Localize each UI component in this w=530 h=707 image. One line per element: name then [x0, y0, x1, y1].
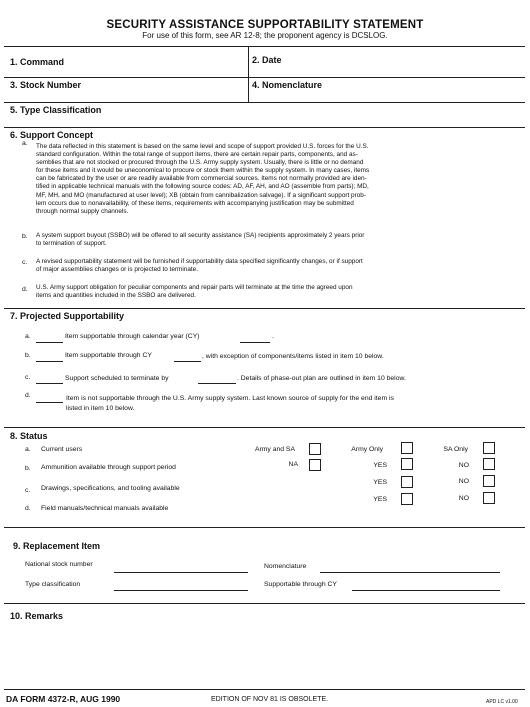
na-checkbox[interactable] — [309, 459, 321, 471]
rule-3 — [4, 127, 525, 128]
proj-c-blank-1[interactable] — [36, 383, 63, 384]
type-classification-label: 5. Type Classification — [10, 105, 102, 115]
manuals-yes-checkbox[interactable] — [401, 493, 413, 505]
replacement-type-field[interactable] — [114, 590, 248, 591]
proj-b-year-blank[interactable] — [174, 361, 201, 362]
ammo-no-checkbox[interactable] — [483, 458, 495, 470]
support-c-letter: c. — [22, 259, 28, 266]
support-c-text: A revised supportability statement will be furnished if supportability data specified significantly changes, or if support of major assemblies changes or is projected to terminate. — [36, 258, 363, 274]
col-na-label: NA — [288, 461, 298, 468]
footer-rule — [4, 689, 525, 690]
proj-d-letter: d. — [25, 392, 31, 399]
proj-c-date-blank[interactable] — [198, 383, 236, 384]
sa-only-checkbox[interactable] — [483, 442, 495, 454]
ammo-yes-checkbox[interactable] — [401, 458, 413, 470]
support-d-text: U.S. Army support obligation for peculiar components and repair parts will terminate at the time the agreed upon items and quantities included in the SSBO are delivered. — [36, 284, 353, 300]
replacement-nomenclature-field[interactable] — [320, 572, 500, 573]
projected-header: 7. Projected Supportability — [10, 311, 125, 321]
support-d-letter: d. — [22, 286, 28, 293]
replacement-type-label: Type classification — [25, 581, 81, 588]
status-b-letter: b. — [25, 465, 31, 472]
proj-b-text2: , with exception of components/items listed in item 10 below. — [202, 353, 384, 360]
support-a-text: The data reflected in this statement is based on the same level and scope of support provided U.S. forces for the U.S. standard configuration. Within the total range of support items, there are certain repair parts, components, and as- semblies that are not stocked or procured through the U.S. Army supply system. Usually, there is little or no demand for these items and it would be uneconomical to procure or stock them within the supply system. In many cases, items can be fabricated by the user or are readily available from commercial sources. Items not normally provided are iden- tified in applicable technical manuals with the following source codes: AD, AF, AH, and AO (assemble from parts); MD, MF, MH, and MO (manufactured at user level); XB (obtain from cannibalization salvage). If a significant support prob- lem occurs due to nonavailability, of these items, requirements with accompanying justification may be submitted through normal supply channels. — [36, 143, 370, 215]
proj-d-text: Item is not supportable through the U.S. Army supply system. Last known source of supply for the end item is listed in item 10 below. — [66, 395, 394, 412]
army-only-checkbox[interactable] — [401, 442, 413, 454]
status-b-label: Ammunition available through support period — [41, 464, 176, 471]
supportable-cy-field[interactable] — [352, 590, 500, 591]
status-a-letter: a. — [25, 446, 31, 453]
rule-6 — [4, 527, 525, 528]
col-army-only-label: Army Only — [351, 446, 383, 453]
drawings-no-label: NO — [458, 478, 469, 485]
status-c-letter: c. — [25, 487, 31, 494]
drawings-yes-label: YES — [373, 479, 387, 486]
field-divider — [248, 46, 249, 102]
manuals-yes-label: YES — [373, 496, 387, 503]
remarks-area[interactable] — [10, 625, 520, 687]
rule-7 — [4, 603, 525, 604]
form-title: SECURITY ASSISTANCE SUPPORTABILITY STATEMENT — [106, 19, 424, 31]
remarks-header: 10. Remarks — [10, 611, 64, 621]
status-d-letter: d. — [25, 505, 31, 512]
rule-1 — [4, 77, 525, 78]
date-label: 2. Date — [252, 55, 282, 65]
proj-d-blank-1[interactable] — [36, 402, 63, 403]
manuals-no-checkbox[interactable] — [483, 492, 495, 504]
proj-a-text: Item supportable through calendar year (CY) — [65, 333, 200, 340]
drawings-yes-checkbox[interactable] — [401, 476, 413, 488]
drawings-no-checkbox[interactable] — [483, 475, 495, 487]
proj-b-text: Item supportable through CY — [65, 352, 152, 359]
col-army-and-sa-label: Army and SA — [254, 446, 295, 453]
proj-a-year-blank[interactable] — [240, 342, 270, 343]
form-subtitle: For use of this form, see AR 12-8; the proponent agency is DCSLOG. — [142, 31, 388, 40]
nomenclature-label: 4. Nomenclature — [252, 80, 323, 90]
support-b-text: A system support buyout (SSBO) will be offered to all security assistance (SA) recipients approximately 2 years prior to termination of support. — [36, 232, 365, 248]
proj-a-letter: a. — [25, 333, 31, 340]
status-d-label: Field manuals/technical manuals available — [41, 505, 169, 512]
status-c-label: Drawings, specifications, and tooling available — [41, 485, 180, 492]
support-b-letter: b. — [22, 233, 28, 240]
rule-5 — [4, 427, 525, 428]
replacement-header: 9. Replacement Item — [13, 541, 101, 551]
support-concept-header: 6. Support Concept — [10, 130, 93, 140]
manuals-no-label: NO — [458, 495, 469, 502]
replacement-nomenclature-label: Nomenclature — [264, 563, 307, 570]
form-version: APD LC v1.00 — [486, 699, 518, 705]
status-a-label: Current users — [41, 446, 83, 453]
edition-note: EDITION OF NOV 81 IS OBSOLETE. — [211, 696, 329, 703]
proj-c-text2: . Details of phase-out plan are outlined in item 10 below. — [237, 375, 406, 382]
ammo-yes-label: YES — [373, 462, 387, 469]
col-sa-only-label: SA Only — [443, 446, 468, 453]
rule-2 — [4, 102, 525, 103]
status-header: 8. Status — [10, 431, 48, 441]
ammo-no-label: NO — [458, 462, 469, 469]
nsn-label: National stock number — [25, 561, 93, 568]
support-a-letter: a. — [22, 140, 28, 147]
proj-b-letter: b. — [25, 352, 31, 359]
form-id: DA FORM 4372-R, AUG 1990 — [6, 694, 121, 704]
proj-c-text: Support scheduled to terminate by — [65, 375, 169, 382]
rule-4 — [4, 308, 525, 309]
proj-b-blank-1[interactable] — [36, 361, 63, 362]
command-label: 1. Command — [10, 57, 65, 67]
proj-a-end: . — [272, 333, 274, 340]
proj-c-letter: c. — [25, 374, 31, 381]
nsn-field[interactable] — [114, 572, 248, 573]
stock-number-label: 3. Stock Number — [10, 80, 82, 90]
top-rule — [4, 46, 525, 47]
supportable-cy-label: Supportable through CY — [264, 581, 337, 588]
proj-a-blank-1[interactable] — [36, 342, 63, 343]
